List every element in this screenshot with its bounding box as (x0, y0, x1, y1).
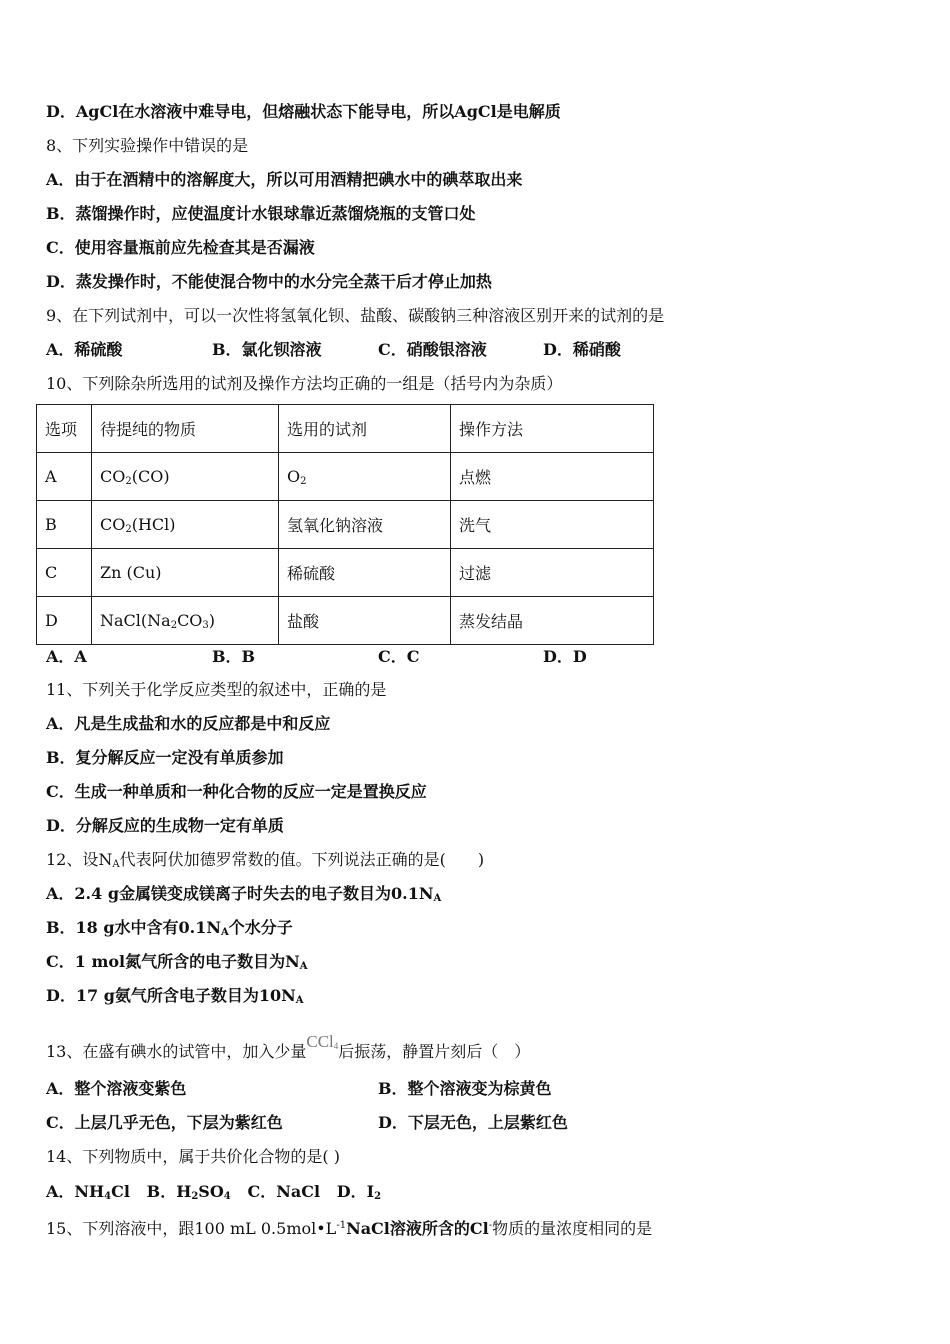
q7-option-d: D．AgCl在水溶液中难导电，但熔融状态下能导电，所以AgCl是电解质 (46, 102, 561, 121)
q12-option-a: A．2.4 g金属镁变成镁离子时失去的电子数目为$0.1N_A$ (46, 884, 442, 904)
option-cell: C (37, 549, 92, 597)
table-header-row (37, 405, 654, 453)
q12-option-d: D．17 g氨气所含电子数目为$10N_A$ (46, 986, 304, 1006)
q11-option-a: A．凡是生成盐和水的反应都是中和反应 (46, 714, 331, 733)
q13-option-a: A．整个溶液变紫色 (46, 1079, 187, 1098)
method-cell: 点燃 (451, 453, 654, 501)
header-cell: 选用的试剂 (279, 405, 451, 453)
reagent-cell: 氢氧化钠溶液 (279, 501, 451, 549)
method-cell: 过滤 (451, 549, 654, 597)
option-cell: A (37, 453, 92, 501)
table-row (37, 549, 654, 597)
q9-option-b: B．氯化钡溶液 (212, 340, 322, 359)
q12-option-b: B．18 g水中含有$0.1N_A$个水分子 (46, 918, 293, 938)
ccl4-formula: CCl$_4$ (306, 1032, 339, 1051)
reagent-cell: 盐酸 (279, 597, 451, 645)
q13-option-c: C．上层几乎无色，下层为紫红色 (46, 1113, 283, 1132)
table-row (37, 597, 654, 645)
substance-cell: $NaCl(Na_2CO_3)$ (92, 597, 279, 645)
option-cell: D (37, 597, 92, 645)
q11-option-c: C．生成一种单质和一种化合物的反应一定是置换反应 (46, 782, 427, 801)
q11-option-b: B．复分解反应一定没有单质参加 (46, 748, 284, 767)
q14-option-d: D．$I_2$ (336, 1182, 382, 1202)
q13-stem: 13、在盛有碘水的试管中，加入少量CCl$_4$后振荡，静置片刻后（ ） (46, 1032, 531, 1061)
q9-stem: 9、在下列试剂中，可以一次性将氢氧化钡、盐酸、碳酸钠三种溶液区别开来的试剂的是 (46, 306, 665, 325)
q8-option-b: B．蒸馏操作时，应使温度计水银球靠近蒸馏烧瓶的支管口处 (46, 204, 476, 223)
substance-cell: Zn (Cu) (92, 549, 279, 597)
q8-option-c: C．使用容量瓶前应先检查其是否漏液 (46, 238, 315, 257)
q8-stem: 8、下列实验操作中错误的是 (46, 136, 249, 155)
header-cell: 操作方法 (451, 405, 654, 453)
q14-option-a: A．$NH_4Cl$ (46, 1182, 130, 1202)
reagent-cell: $O_2$ (279, 453, 451, 501)
q8-option-a: A．由于在酒精中的溶解度大，所以可用酒精把碘水中的碘萃取出来 (46, 170, 523, 189)
q10-option-b: B．B (212, 647, 256, 666)
table-row (37, 501, 654, 549)
q9-option-a: A．稀硫酸 (46, 340, 123, 359)
q11-option-d: D．分解反应的生成物一定有单质 (46, 816, 284, 835)
q14-option-c: C．NaCl (247, 1182, 321, 1201)
option-cell: B (37, 501, 92, 549)
q9-option-c: C．硝酸银溶液 (378, 340, 487, 359)
q11-stem: 11、下列关于化学反应类型的叙述中，正确的是 (46, 680, 387, 699)
header-cell: 选项 (37, 405, 92, 453)
header-cell: 待提纯的物质 (92, 405, 279, 453)
q8-option-d: D．蒸发操作时，不能使混合物中的水分完全蒸干后才停止加热 (46, 272, 492, 291)
q10-table (36, 404, 654, 645)
q14-stem: 14、下列物质中，属于共价化合物的是( ) (46, 1147, 340, 1166)
q10-option-a: A．A (46, 647, 87, 666)
q13-option-d: D．下层无色，上层紫红色 (378, 1113, 568, 1132)
table-row (37, 453, 654, 501)
q13-option-b: B．整个溶液变为棕黄色 (378, 1079, 552, 1098)
q14-option-b: B．$H_2SO_4$ (146, 1182, 231, 1202)
method-cell: 洗气 (451, 501, 654, 549)
q10-option-c: C．C (378, 647, 420, 666)
method-cell: 蒸发结晶 (451, 597, 654, 645)
q12-stem: 12、设$N_A$代表阿伏加德罗常数的值。下列说法正确的是( ) (46, 850, 485, 870)
substance-cell: $CO_2(CO)$ (92, 453, 279, 501)
substance-cell: $CO_2(HCl)$ (92, 501, 279, 549)
q10-stem: 10、下列除杂所选用的试剂及操作方法均正确的一组是（括号内为杂质） (46, 374, 563, 393)
q12-option-c: C．1 mol氮气所含的电子数目为$N_A$ (46, 952, 308, 972)
q14-options (46, 1182, 381, 1207)
reagent-cell: 稀硫酸 (279, 549, 451, 597)
q15-stem: 15、下列溶液中，跟100 mL $0.5mol•L^{-1}NaCl$溶液所含的Cl-物质的量浓度相同的是 (46, 1219, 653, 1238)
q9-option-d: D．稀硝酸 (543, 340, 621, 359)
q10-option-d: D．D (543, 647, 587, 666)
